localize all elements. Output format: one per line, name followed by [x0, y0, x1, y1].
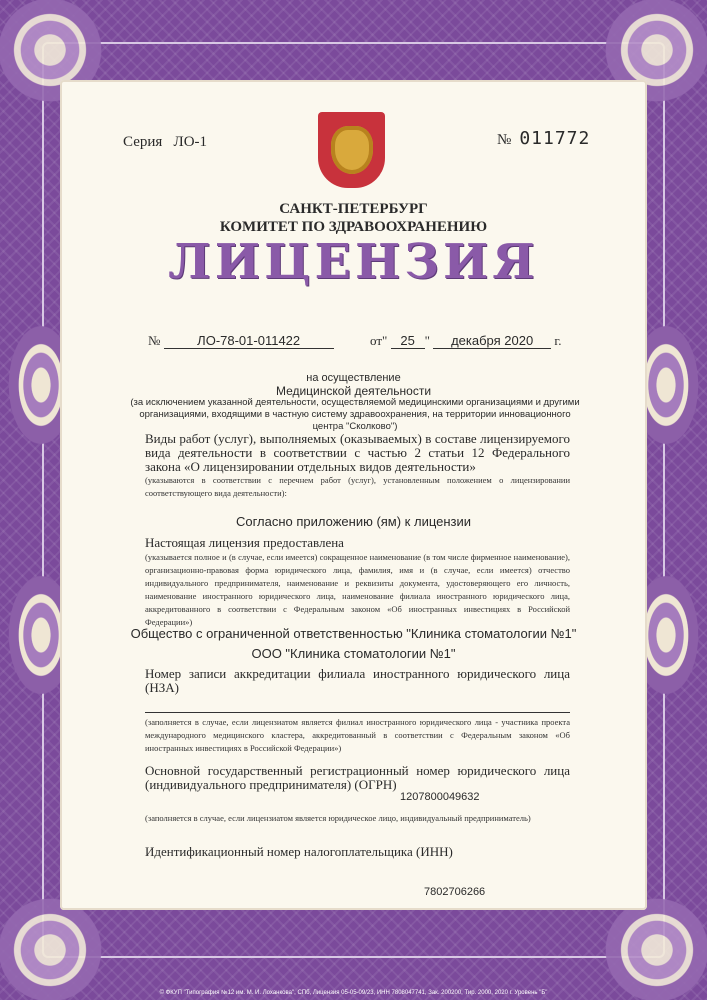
date-from-label: от	[370, 333, 383, 348]
series	[123, 134, 207, 151]
works-text: Виды работ (услуг), выполняемых (оказываемых) в составе лицензируемого вида деятельности в соответствии с частью 2 статьи 12 Федерального закона «О лицензировании отдельных видов деятельности»	[145, 431, 570, 474]
organization-short-name: ООО "Клиника стоматологии №1"	[251, 646, 456, 661]
date-month-year: декабря 2020	[433, 333, 551, 349]
date-day: 25	[391, 333, 425, 349]
inn-value: 7802706266	[424, 886, 486, 898]
activity-name: Медицинской деятельности	[275, 384, 432, 398]
series-label: Серия	[123, 134, 163, 150]
activity-note: (за исключением указанной деятельности, осуществляемой медицинскими организациями и другими организациями, входящими в частную систему здравоохранения, на территории инновационного центра "Сколково")	[130, 397, 580, 432]
authority-name: КОМИТЕТ ПО ЗДРАВООХРАНЕНИЮ	[219, 219, 488, 235]
printer-imprint: © ФКУП "Типография №12 им. М. И. Лоханкова", СПб, Лицензия 05-05-09/23, ИНН 7808047741, Зак. 200200, Тир. 2000, 2020 г. Уровень "Б"	[159, 990, 548, 996]
number-sign: №	[497, 132, 512, 148]
granted-lead: Настоящая лицензия предоставлена	[145, 535, 344, 550]
inn-label: Идентификационный номер налогоплательщика (ИНН)	[145, 844, 453, 859]
authority-city: САНКТ-ПЕТЕРБУРГ	[279, 201, 428, 217]
granted-note: (указывается полное и (в случае, если имеется) сокращенное наименование (в том числе фирменное наименование), организационно-правовая форма юридического лица, фамилия, имя и (в случае, если имеется) отчество индивидуального предпринимателя, наименование и реквизиты документа, удостоверяющего его личность, наименование иностранного юридического лица, наименование филиала иностранного юридического лица, аккредитованного в соответствии с Федеральным законом «Об иностранных инвестициях в Российской Федерации»)	[145, 552, 570, 627]
issuing-authority	[0, 200, 707, 236]
serial-number: 011772	[519, 128, 591, 149]
document-title: ЛИЦЕНЗИЯ	[168, 234, 539, 290]
nza-note: (заполняется в случае, если лицензиатом является филиал иностранного юридического лица - участника проекта международного медицинского кластера, аккредитованный в соответствии с Федеральным законом «Об иностранных инвестициях в Российской Федерации»)	[145, 717, 570, 753]
license-date-row: от" 25 " декабря 2020 г.	[370, 333, 562, 348]
serial-number-block	[497, 128, 590, 149]
double-headed-eagle-icon	[331, 126, 373, 174]
date-suffix: г.	[554, 333, 562, 348]
nza-line	[145, 712, 570, 713]
activity-intro: на осуществление	[306, 372, 401, 384]
license-no-label: №	[148, 333, 161, 348]
coat-of-arms-emblem	[318, 112, 385, 188]
nza-label: Номер записи аккредитации филиала иностранного юридического лица (НЗА)	[145, 666, 570, 695]
license-number: ЛО-78-01-011422	[164, 333, 334, 349]
license-number-row	[148, 333, 334, 349]
works-note: (указываются в соответствии с перечнем работ (услуг), установленным положением о лицензировании соответствующего вида деятельности):	[145, 475, 570, 498]
organization-full-name: Общество с ограниченной ответственностью "Клиника стоматологии №1"	[130, 626, 577, 641]
ogrn-label: Основной государственный регистрационный номер юридического лица (индивидуального предпринимателя) (ОГРН)	[145, 763, 570, 792]
works-value: Согласно приложению (ям) к лицензии	[235, 514, 472, 529]
ogrn-note: (заполняется в случае, если лицензиатом является юридическое лицо, индивидуальный предприниматель)	[145, 813, 531, 823]
ogrn-value: 1207800049632	[400, 791, 480, 803]
series-value: ЛО-1	[173, 134, 208, 150]
